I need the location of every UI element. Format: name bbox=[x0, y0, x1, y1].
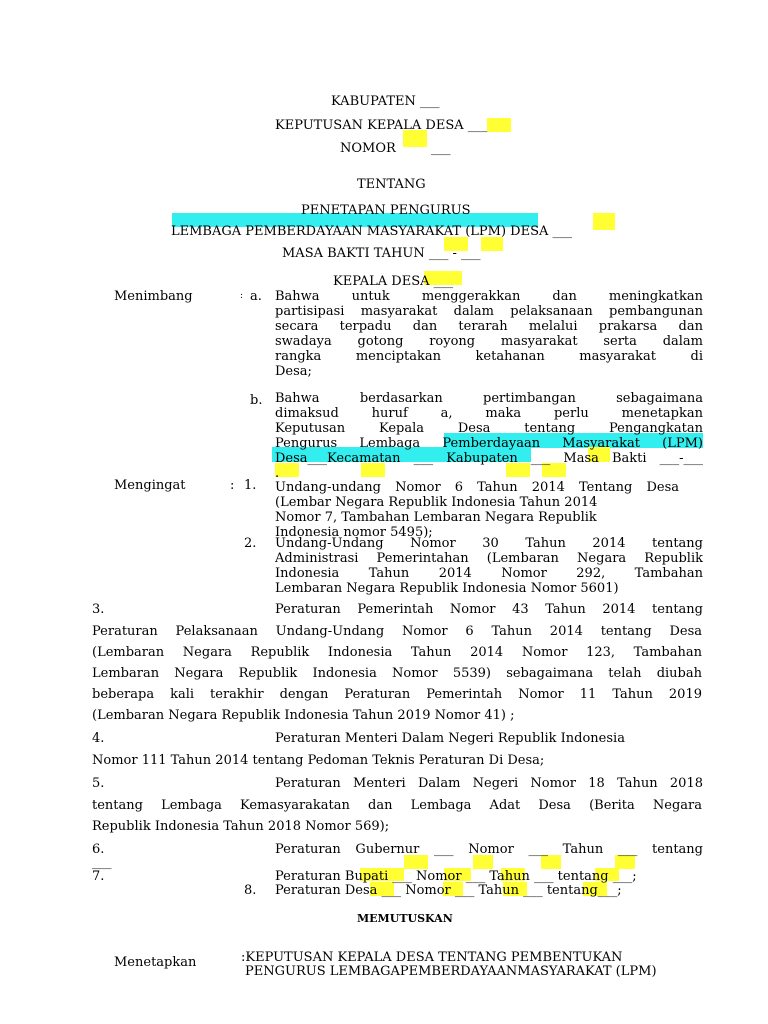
mengingat-6-label: 6. bbox=[92, 842, 105, 857]
text-line: tentang Lembaga Kemasyarakatan dan Lembaga Adat Desa (Berita Negara bbox=[92, 798, 702, 813]
menimbang-a-label: a. bbox=[250, 289, 262, 304]
text-line: Desa; bbox=[275, 364, 312, 379]
text-line: Peraturan Pemerintah Nomor 43 Tahun 2014 tentang bbox=[275, 602, 703, 617]
nomor-value: ___ bbox=[431, 141, 451, 156]
text-line: Pengurus Lembaga Pemberdayaan Masyarakat (LPM) bbox=[275, 436, 703, 451]
mengingat-6-first bbox=[275, 842, 703, 857]
masa-bakti-heading: MASA BAKTI TAHUN ___ - ___ bbox=[282, 246, 481, 261]
mengingat-8-label: 8. bbox=[244, 883, 257, 898]
mengingat-3-text bbox=[92, 621, 702, 726]
text-line: Bahwa berdasarkan pertimbangan sebagaimana bbox=[275, 391, 703, 406]
tentang-heading: TENTANG bbox=[357, 177, 426, 192]
mengingat-2-label: 2. bbox=[244, 536, 257, 551]
highlight bbox=[487, 118, 511, 132]
text-line: Bahwa untuk menggerakkan dan meningkatkan bbox=[275, 289, 703, 304]
penetapan-heading: PENETAPAN PENGURUS bbox=[301, 203, 471, 218]
memutuskan-heading: MEMUTUSKAN bbox=[357, 912, 453, 925]
text-line: secara terpadu dan terarah melalui prakarsa dan bbox=[275, 319, 703, 334]
kepala-desa-heading: KEPALA DESA ___ bbox=[333, 274, 454, 289]
highlight bbox=[481, 237, 503, 251]
text-line: (Lembaran Negara Republik Indonesia Tahun 2014 Nomor 123, Tambahan bbox=[92, 645, 702, 660]
menetapkan-label: Menetapkan bbox=[114, 955, 197, 970]
mengingat-4-first: Peraturan Menteri Dalam Negeri Republik Indonesia bbox=[275, 731, 625, 746]
mengingat-2-text bbox=[275, 536, 703, 596]
text-line: Desa___Kecamatan ___ Kabupaten ___ Masa Bakti ___-___ bbox=[275, 451, 703, 466]
text-line: . bbox=[275, 466, 280, 481]
text-line: Undang-undang Nomor 6 Tahun 2014 Tentang Desa bbox=[275, 480, 679, 495]
mengingat-7-text: Peraturan Bupati ___ Nomor ___ Tahun ___ tentang ___; bbox=[275, 869, 637, 884]
text-line: Peraturan Gubernur ___ Nomor ___ Tahun ___ tentang bbox=[275, 842, 703, 857]
menimbang-label: Menimbang bbox=[114, 289, 193, 304]
menetapkan-line-1: :KEPUTUSAN KEPALA DESA TENTANG PEMBENTUKAN bbox=[241, 950, 623, 965]
mengingat-label: Mengingat bbox=[114, 478, 186, 493]
nomor-label: NOMOR bbox=[340, 141, 396, 156]
highlight bbox=[404, 855, 428, 869]
menimbang-b-text bbox=[275, 391, 703, 481]
text-line: Nomor 111 Tahun 2014 tentang Pedoman Teknis Peraturan Di Desa; bbox=[92, 753, 545, 768]
menimbang-colon: : bbox=[240, 291, 244, 301]
mengingat-1-label: 1. bbox=[244, 478, 257, 493]
menimbang-b-label: b. bbox=[250, 393, 263, 408]
highlight bbox=[473, 855, 493, 869]
lembaga-heading: LEMBAGA PEMBERDAYAAN MASYARAKAT (LPM) DESA ___ bbox=[171, 224, 573, 239]
text-line: Lembaran Negara Republik Indonesia Nomor 5601) bbox=[275, 581, 619, 596]
mengingat-4-text bbox=[92, 750, 702, 771]
text-line: swadaya gotong royong masyarakat serta dalam bbox=[275, 334, 703, 349]
highlight bbox=[593, 213, 615, 230]
mengingat-3-label: 3. bbox=[92, 602, 105, 617]
highlight bbox=[541, 855, 561, 869]
mengingat-3-first bbox=[275, 602, 703, 617]
mengingat-7-label: 7. bbox=[92, 869, 105, 884]
text-line: dimaksud huruf a, maka perlu menetapkan bbox=[275, 406, 703, 421]
kabupaten-heading: KABUPATEN ___ bbox=[331, 94, 440, 109]
mengingat-5-text bbox=[92, 795, 702, 837]
text-line: beberapa kali terakhir dengan Peraturan Pemerintah Nomor 11 Tahun 2019 bbox=[92, 687, 702, 702]
mengingat-5-first bbox=[275, 776, 703, 791]
mengingat-6-cont: ___ bbox=[92, 855, 112, 870]
text-line: Lembaran Negara Republik Indonesia Nomor 5539) sebagaimana telah diubah bbox=[92, 666, 702, 681]
text-line: Undang-Undang Nomor 30 Tahun 2014 tentang bbox=[275, 536, 703, 551]
text-line: Indonesia nomor 5495); bbox=[275, 525, 433, 540]
keputusan-heading: KEPUTUSAN KEPALA DESA ___ bbox=[275, 118, 488, 133]
mengingat-colon: : bbox=[230, 478, 235, 493]
text-line: Republik Indonesia Tahun 2018 Nomor 569); bbox=[92, 819, 390, 834]
mengingat-4-label: 4. bbox=[92, 731, 105, 746]
text-line: Administrasi Pemerintahan (Lembaran Negara Republik bbox=[275, 551, 703, 566]
text-line: Indonesia Tahun 2014 Nomor 292, Tambahan bbox=[275, 566, 703, 581]
mengingat-8-text: Peraturan Desa ___ Nomor ___ Tahun ___ tentang___; bbox=[275, 883, 622, 898]
mengingat-1-text bbox=[275, 480, 679, 540]
text-line: (Lembar Negara Republik Indonesia Tahun 2014 bbox=[275, 495, 598, 510]
mengingat-5-label: 5. bbox=[92, 776, 105, 791]
text-line: Peraturan Pelaksanaan Undang-Undang Nomor 6 Tahun 2014 tentang Desa bbox=[92, 624, 702, 639]
highlight bbox=[615, 855, 635, 869]
text-line: Peraturan Menteri Dalam Negeri Nomor 18 Tahun 2018 bbox=[275, 776, 703, 791]
menimbang-a-text bbox=[275, 289, 703, 379]
text-line: (Lembaran Negara Republik Indonesia Tahun 2019 Nomor 41) ; bbox=[92, 708, 515, 723]
text-line: Nomor 7, Tambahan Lembaran Negara Republik bbox=[275, 510, 597, 525]
menetapkan-line-2: PENGURUS LEMBAGAPEMBERDAYAANMASYARAKAT (LPM) bbox=[245, 964, 657, 979]
text-line: rangka menciptakan ketahanan masyarakat di bbox=[275, 349, 703, 364]
text-line: partisipasi masyarakat dalam pelaksanaan pembangunan bbox=[275, 304, 703, 319]
text-line: Keputusan Kepala Desa tentang Pengangkatan bbox=[275, 421, 703, 436]
